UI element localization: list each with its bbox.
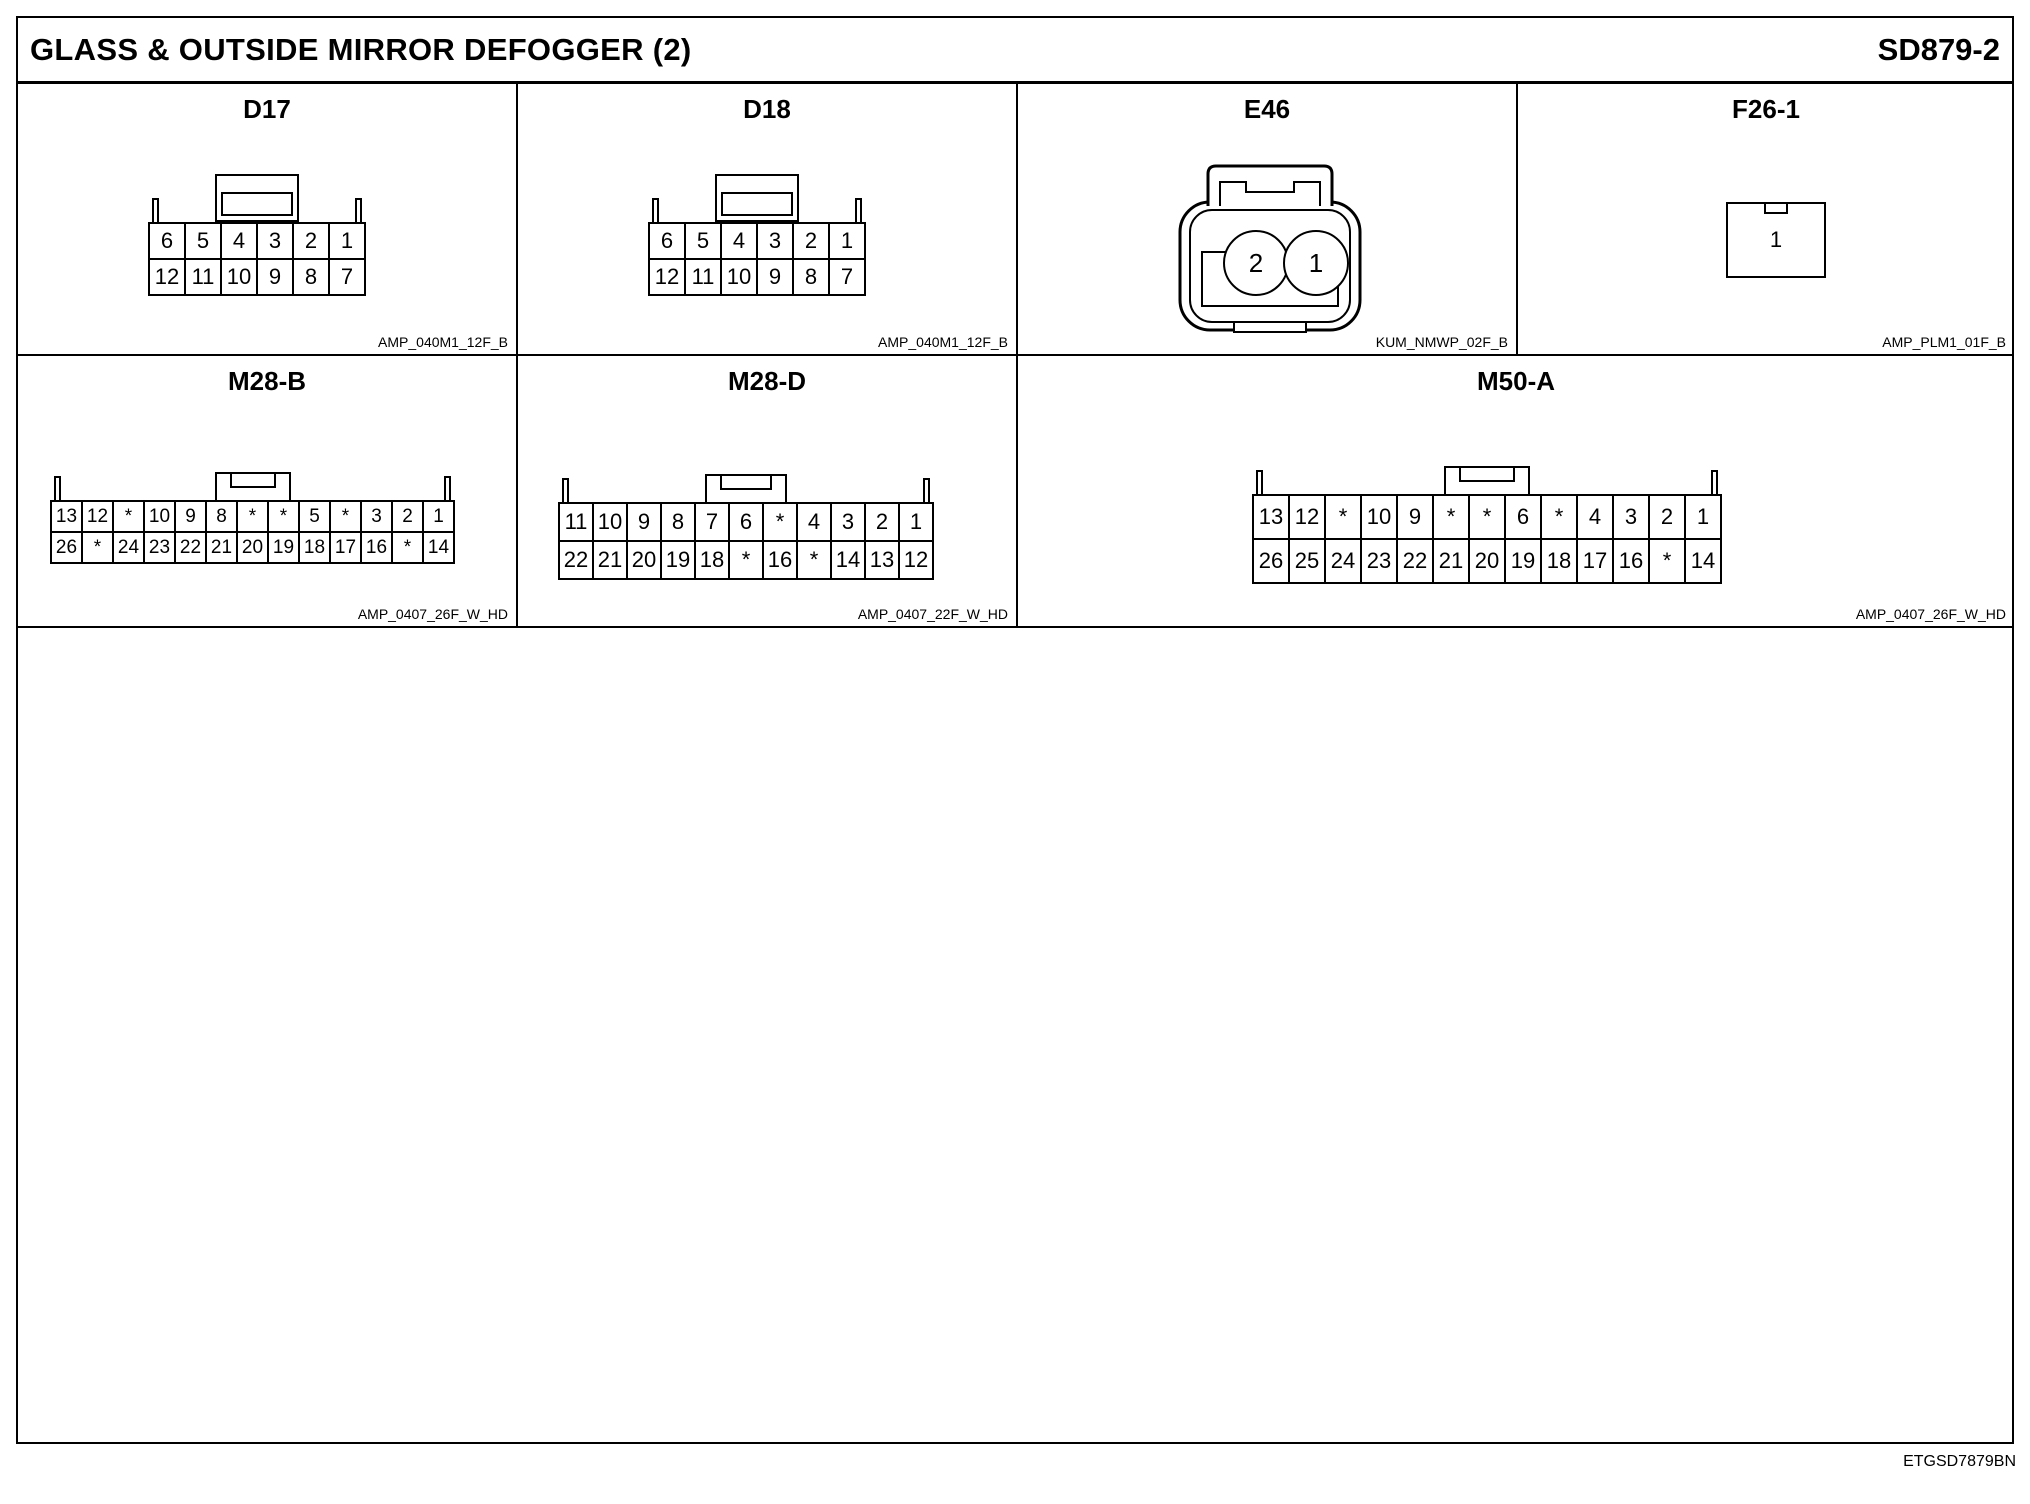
pin-cell: 4 xyxy=(1576,494,1614,540)
pin-cell: 9 xyxy=(1396,494,1434,540)
pin-cell: 12 xyxy=(81,500,114,533)
pin-cell: 9 xyxy=(256,258,294,296)
pin-cell: 13 xyxy=(1252,494,1290,540)
title-bar xyxy=(18,18,2012,84)
pin-cell: 24 xyxy=(112,531,145,564)
pin-cell: 16 xyxy=(360,531,393,564)
connector-name: D18 xyxy=(743,94,791,124)
wiring-sheet xyxy=(16,16,2014,1444)
pin-cell: 13 xyxy=(50,500,83,533)
pin-cell: 22 xyxy=(1396,538,1434,584)
pin-cell: 12 xyxy=(898,540,934,580)
pin-cell: * xyxy=(236,500,269,533)
pin-cell: 8 xyxy=(292,258,330,296)
pin-row-top xyxy=(50,500,455,533)
connector-code: AMP_0407_22F_W_HD xyxy=(857,606,1008,622)
connector-post xyxy=(1256,470,1263,494)
pin-cell: 8 xyxy=(205,500,238,533)
panel-d18 xyxy=(518,84,1018,356)
pin-row-top xyxy=(148,222,366,260)
pin-cell: 2 xyxy=(292,222,330,260)
f26-1-notch xyxy=(1764,202,1788,214)
connector-code: AMP_0407_26F_W_HD xyxy=(1855,606,2006,622)
pin-cell: 6 xyxy=(1504,494,1542,540)
pin-cell: 6 xyxy=(728,502,764,542)
page-title: GLASS & OUTSIDE MIRROR DEFOGGER (2) xyxy=(30,32,692,67)
pin-cell: 20 xyxy=(236,531,269,564)
connector-d18 xyxy=(648,222,866,298)
pin-row-bottom xyxy=(148,260,366,296)
figure-code: ETGSD7879BN xyxy=(1903,1453,2016,1470)
pin-cell: 17 xyxy=(1576,538,1614,584)
pin-cell: 1 xyxy=(1684,494,1722,540)
pin-cell: 3 xyxy=(360,500,393,533)
pin-cell: 13 xyxy=(864,540,900,580)
pin-cell: 19 xyxy=(660,540,696,580)
connector-code: AMP_PLM1_01F_B xyxy=(1882,334,2006,350)
pin-cell: 21 xyxy=(592,540,628,580)
connector-code: KUM_NMWP_02F_B xyxy=(1375,334,1508,350)
connector-post xyxy=(923,478,930,502)
connector-post xyxy=(444,476,451,500)
pin-cell: 25 xyxy=(1288,538,1326,584)
pin-cell: 20 xyxy=(1468,538,1506,584)
connector-latch-notch xyxy=(1459,468,1515,482)
pin-cell: 10 xyxy=(220,258,258,296)
pin-cell: 14 xyxy=(1684,538,1722,584)
pin-cell: 11 xyxy=(184,258,222,296)
pin-cell: 5 xyxy=(184,222,222,260)
pin-cell: 9 xyxy=(174,500,207,533)
connector-name: F26-1 xyxy=(1732,94,1800,124)
pin-cell: 11 xyxy=(684,258,722,296)
pin-cell: * xyxy=(329,500,362,533)
pin-cell: * xyxy=(391,531,424,564)
panel-m28-b xyxy=(18,356,518,628)
panel-e46 xyxy=(1018,84,1518,356)
pin-cell: 9 xyxy=(626,502,662,542)
pin-cell: * xyxy=(728,540,764,580)
pin-cell: 24 xyxy=(1324,538,1362,584)
e46-pin-2: 2 xyxy=(1223,230,1289,296)
pin-cell: 18 xyxy=(694,540,730,580)
pin-cell: 21 xyxy=(205,531,238,564)
pin-cell: 22 xyxy=(558,540,594,580)
pin-cell: 1 xyxy=(422,500,455,533)
pin-cell: 2 xyxy=(864,502,900,542)
pin-cell: * xyxy=(1432,494,1470,540)
pin-cell: 23 xyxy=(143,531,176,564)
pin-cell: 14 xyxy=(830,540,866,580)
pin-cell: * xyxy=(267,500,300,533)
connector-post xyxy=(1711,470,1718,494)
pin-cell: 6 xyxy=(148,222,186,260)
connector-post xyxy=(652,198,659,222)
pin-cell: 1 xyxy=(898,502,934,542)
pin-row-bottom xyxy=(1252,540,1722,584)
pin-row-bottom xyxy=(558,542,934,580)
pin-cell: 20 xyxy=(626,540,662,580)
pin-cell: 9 xyxy=(756,258,794,296)
pin-cell: 12 xyxy=(648,258,686,296)
pin-row-top xyxy=(1252,494,1722,540)
pin-cell: 1 xyxy=(328,222,366,260)
pin-cell: 12 xyxy=(1288,494,1326,540)
connector-code: AMP_0407_26F_W_HD xyxy=(357,606,508,622)
sheet-id: SD879-2 xyxy=(1877,32,2000,67)
pin-cell: 17 xyxy=(329,531,362,564)
connector-latch-notch xyxy=(230,474,276,488)
pin-cell: * xyxy=(1324,494,1362,540)
pin-row-bottom xyxy=(648,260,866,296)
pin-cell: 23 xyxy=(1360,538,1398,584)
pin-cell: 19 xyxy=(267,531,300,564)
pin-cell: 3 xyxy=(256,222,294,260)
pin-cell: * xyxy=(1540,494,1578,540)
pin-cell: 4 xyxy=(796,502,832,542)
pin-cell: 19 xyxy=(1504,538,1542,584)
pin-cell: 14 xyxy=(422,531,455,564)
connector-name: M28-B xyxy=(227,366,306,396)
connector-latch-notch xyxy=(720,476,772,490)
pin-cell: 3 xyxy=(830,502,866,542)
pin-cell: 2 xyxy=(792,222,830,260)
connector-code: AMP_040M1_12F_B xyxy=(878,334,1008,350)
pin-cell: * xyxy=(112,500,145,533)
pin-cell: 7 xyxy=(828,258,866,296)
pin-cell: * xyxy=(762,502,798,542)
pin-cell: 18 xyxy=(1540,538,1578,584)
pin-cell: 6 xyxy=(648,222,686,260)
pin-cell: 1 xyxy=(828,222,866,260)
pin-cell: * xyxy=(796,540,832,580)
pin-cell: 3 xyxy=(1612,494,1650,540)
connector-post xyxy=(152,198,159,222)
pin-cell: 26 xyxy=(50,531,83,564)
pin-cell: 8 xyxy=(792,258,830,296)
e46-pin-1: 1 xyxy=(1283,230,1349,296)
pin-cell: 26 xyxy=(1252,538,1290,584)
connector-name: D17 xyxy=(243,94,291,124)
connector-post xyxy=(355,198,362,222)
pin-cell: 4 xyxy=(220,222,258,260)
pin-row-top xyxy=(648,222,866,260)
connector-m50-a xyxy=(1252,494,1722,586)
pin-cell: * xyxy=(1648,538,1686,584)
pin-cell: 21 xyxy=(1432,538,1470,584)
pin-row-bottom xyxy=(50,533,455,564)
pin-cell: 2 xyxy=(391,500,424,533)
connector-post xyxy=(54,476,61,500)
pin-cell: 4 xyxy=(720,222,758,260)
pin-cell: 22 xyxy=(174,531,207,564)
pin-cell: 12 xyxy=(148,258,186,296)
pin-cell: 18 xyxy=(298,531,331,564)
pin-cell: * xyxy=(1468,494,1506,540)
pin-cell: 5 xyxy=(298,500,331,533)
pin-cell: 7 xyxy=(694,502,730,542)
pin-cell: 10 xyxy=(1360,494,1398,540)
pin-cell: 3 xyxy=(756,222,794,260)
connector-code: AMP_040M1_12F_B xyxy=(378,334,508,350)
connector-name: E46 xyxy=(1243,94,1291,124)
pin-cell: 8 xyxy=(660,502,696,542)
pin-cell: 2 xyxy=(1648,494,1686,540)
pin-cell: 16 xyxy=(1612,538,1650,584)
pin-row-top xyxy=(558,502,934,542)
connector-name: M28-D xyxy=(727,366,806,396)
connector-post xyxy=(855,198,862,222)
pin-cell: 10 xyxy=(143,500,176,533)
connector-d17 xyxy=(148,222,366,298)
pin-cell: * xyxy=(81,531,114,564)
connector-post xyxy=(562,478,569,502)
f26-1-pin-1: 1 xyxy=(1726,202,1826,278)
connector-m28-b xyxy=(50,500,455,566)
connector-latch-inner xyxy=(221,192,293,216)
panel-m50-a xyxy=(1018,356,2014,628)
panel-d17 xyxy=(18,84,518,356)
pin-cell: 5 xyxy=(684,222,722,260)
pin-cell: 10 xyxy=(720,258,758,296)
pin-cell: 11 xyxy=(558,502,594,542)
connector-m28-d xyxy=(558,502,934,582)
panel-f26-1 xyxy=(1518,84,2014,356)
panel-m28-d xyxy=(518,356,1018,628)
pin-cell: 16 xyxy=(762,540,798,580)
connector-name: M50-A xyxy=(1476,366,1555,396)
connector-latch-inner xyxy=(721,192,793,216)
pin-cell: 10 xyxy=(592,502,628,542)
pin-cell: 7 xyxy=(328,258,366,296)
